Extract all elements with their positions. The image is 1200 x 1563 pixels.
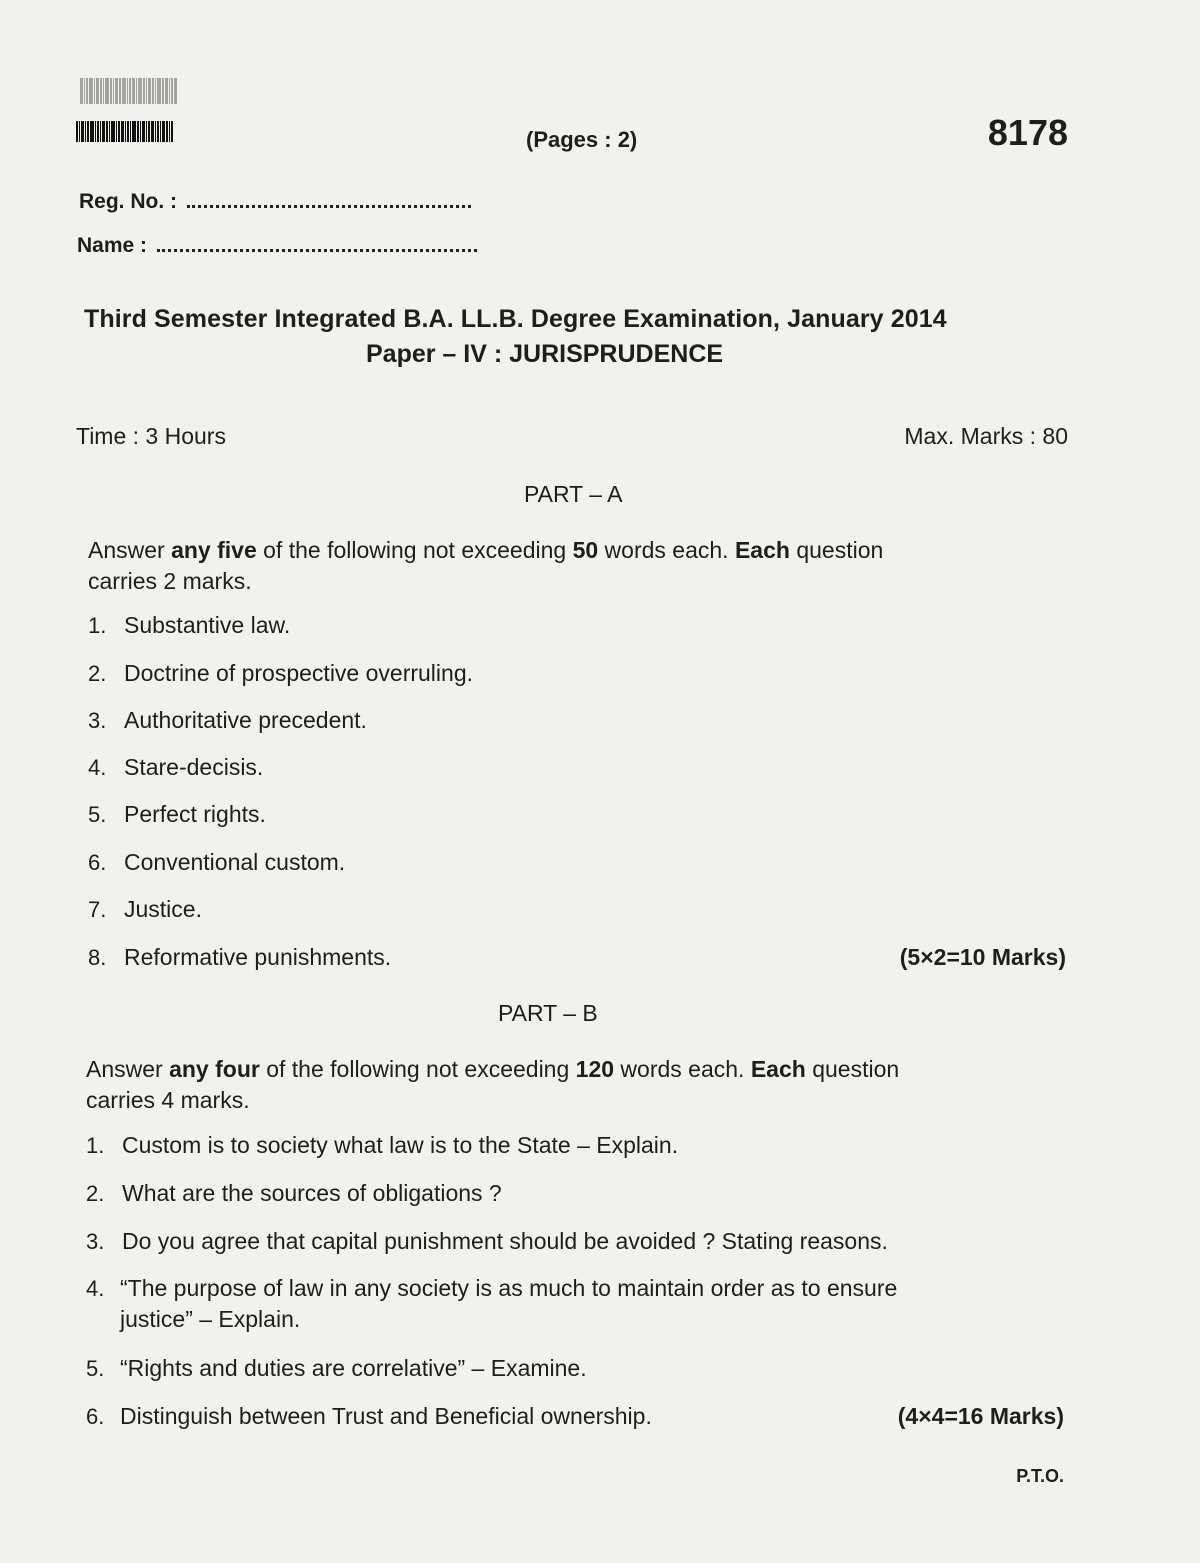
reg-no-label: Reg. No. : xyxy=(79,190,177,213)
part-a-heading: PART – A xyxy=(524,481,623,507)
part-a-marks: (5×2=10 Marks) xyxy=(899,944,1066,970)
paper-code: 8178 xyxy=(987,112,1068,153)
name-field xyxy=(77,234,477,258)
barcode xyxy=(76,121,212,142)
paper-title: Paper – IV : JURISPRUDENCE xyxy=(366,340,724,368)
exam-time: Time : 3 Hours xyxy=(76,423,226,449)
part-a-instructions: Answer any five of the following not exceeding 50 words each. Each question carries 2 marks. xyxy=(88,537,884,594)
exam-title: Third Semester Integrated B.A. LL.B. Degree Examination, January 2014 xyxy=(84,305,947,333)
part-b-marks: (4×4=16 Marks) xyxy=(897,1403,1064,1429)
part-b-heading: PART – B xyxy=(498,1000,598,1026)
part-b-instructions: Answer any four of the following not exceeding 120 words each. Each question carries 4 marks. xyxy=(86,1056,900,1113)
page-count: (Pages : 2) xyxy=(526,127,638,152)
reg-no-field xyxy=(79,190,471,214)
name-label: Name : xyxy=(77,234,148,257)
barcode-faint xyxy=(80,78,214,104)
pto-label: P.T.O. xyxy=(1016,1466,1064,1486)
max-marks: Max. Marks : 80 xyxy=(904,423,1068,449)
